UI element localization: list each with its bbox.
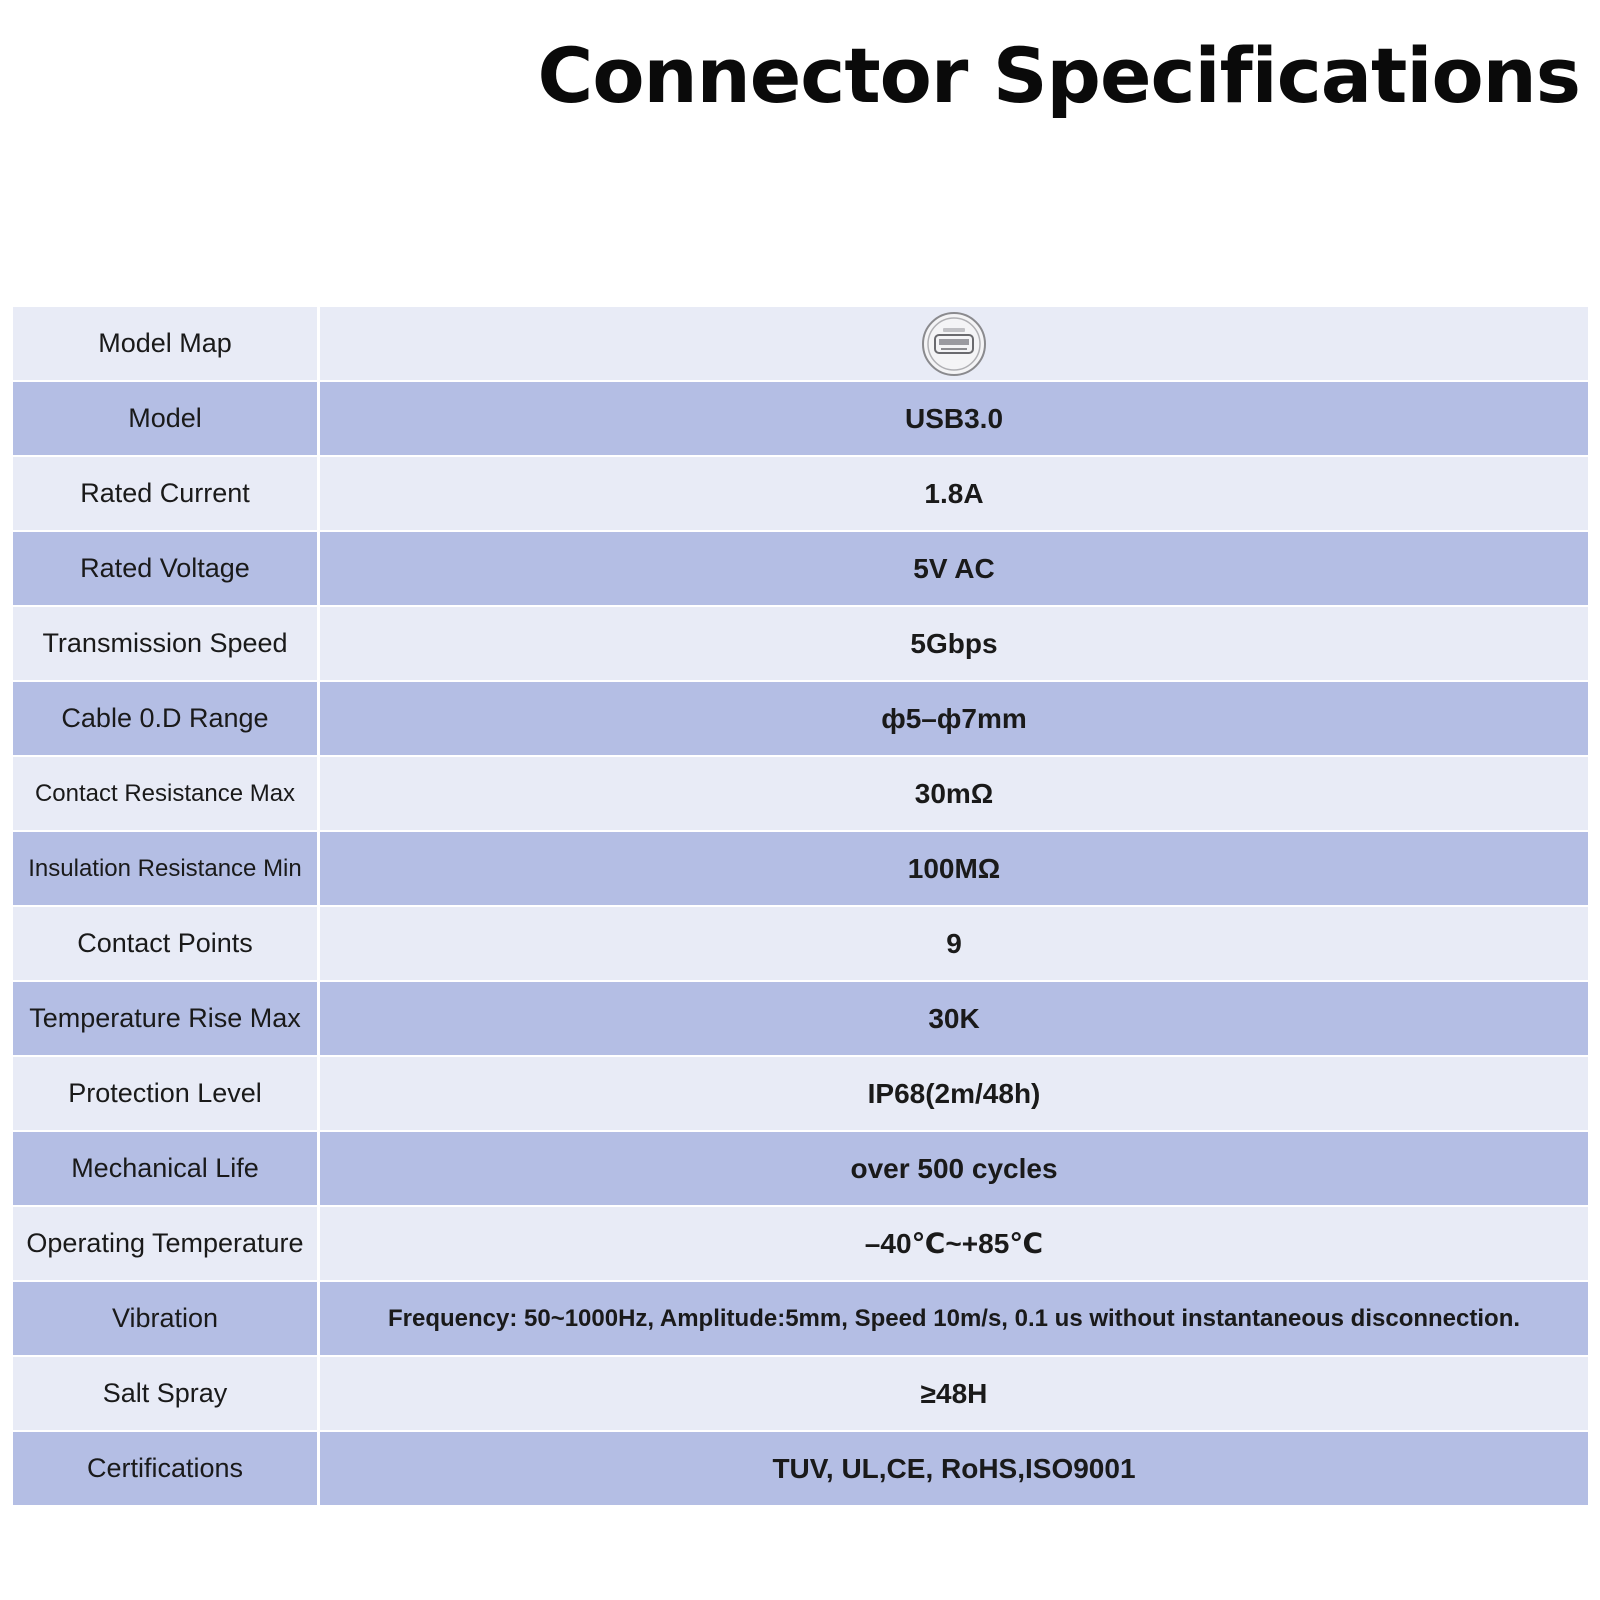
spec-label: Model — [13, 382, 320, 455]
spec-row-cable-od-range — [13, 682, 1588, 757]
spec-value: ≥48H — [920, 1377, 988, 1409]
spec-table — [13, 307, 1588, 1507]
spec-value: over 500 cycles — [850, 1152, 1058, 1184]
spec-row-mechanical-life — [13, 1132, 1588, 1207]
spec-row-operating-temperature — [13, 1207, 1588, 1282]
spec-value — [320, 307, 1588, 380]
usb-connector-icon — [921, 311, 987, 377]
spec-row-protection-level — [13, 1057, 1588, 1132]
spec-label: Operating Temperature — [13, 1207, 320, 1280]
spec-value: TUV, UL,CE, RoHS,ISO9001 — [772, 1452, 1136, 1484]
spec-value: 9 — [946, 927, 962, 959]
spec-label: Mechanical Life — [13, 1132, 320, 1205]
spec-label: Protection Level — [13, 1057, 320, 1130]
spec-value: ф5–ф7mm — [881, 702, 1027, 734]
spec-label: Rated Current — [13, 457, 320, 530]
spec-label: Salt Spray — [13, 1357, 320, 1430]
spec-value: 5Gbps — [910, 627, 998, 659]
spec-row-vibration — [13, 1282, 1588, 1357]
spec-label: Cable 0.D Range — [13, 682, 320, 755]
spec-value: 5V AC — [913, 552, 995, 584]
spec-label: Rated Voltage — [13, 532, 320, 605]
spec-label: Certifications — [13, 1432, 320, 1505]
spec-label: Model Map — [13, 307, 320, 380]
spec-row-model-map — [13, 307, 1588, 382]
spec-value: 30mΩ — [914, 777, 994, 809]
spec-label: Transmission Speed — [13, 607, 320, 680]
spec-row-contact-points — [13, 907, 1588, 982]
spec-value: USB3.0 — [904, 402, 1004, 434]
spec-row-insulation-resistance — [13, 832, 1588, 907]
spec-label: Insulation Resistance Min — [13, 832, 320, 905]
spec-value: –40℃~+85℃ — [864, 1228, 1044, 1259]
spec-value: 1.8A — [924, 477, 984, 509]
spec-row-rated-voltage — [13, 532, 1588, 607]
spec-row-model — [13, 382, 1588, 457]
spec-row-temperature-rise — [13, 982, 1588, 1057]
page-title: Connector Specifications — [537, 31, 1580, 120]
spec-label: Temperature Rise Max — [13, 982, 320, 1055]
spec-row-rated-current — [13, 457, 1588, 532]
spec-row-certifications — [13, 1432, 1588, 1507]
spec-value: IP68(2m/48h) — [867, 1077, 1041, 1109]
spec-row-salt-spray — [13, 1357, 1588, 1432]
spec-label: Vibration — [13, 1282, 320, 1355]
spec-row-transmission-speed — [13, 607, 1588, 682]
spec-row-contact-resistance — [13, 757, 1588, 832]
spec-label: Contact Points — [13, 907, 320, 980]
spec-value: 30K — [928, 1002, 980, 1034]
spec-value: 100MΩ — [907, 852, 1001, 884]
spec-value: Frequency: 50~1000Hz, Amplitude:5mm, Speed 10m/s, 0.1 us without instantaneous disconnection. — [387, 1304, 1521, 1332]
spec-label: Contact Resistance Max — [13, 757, 320, 830]
